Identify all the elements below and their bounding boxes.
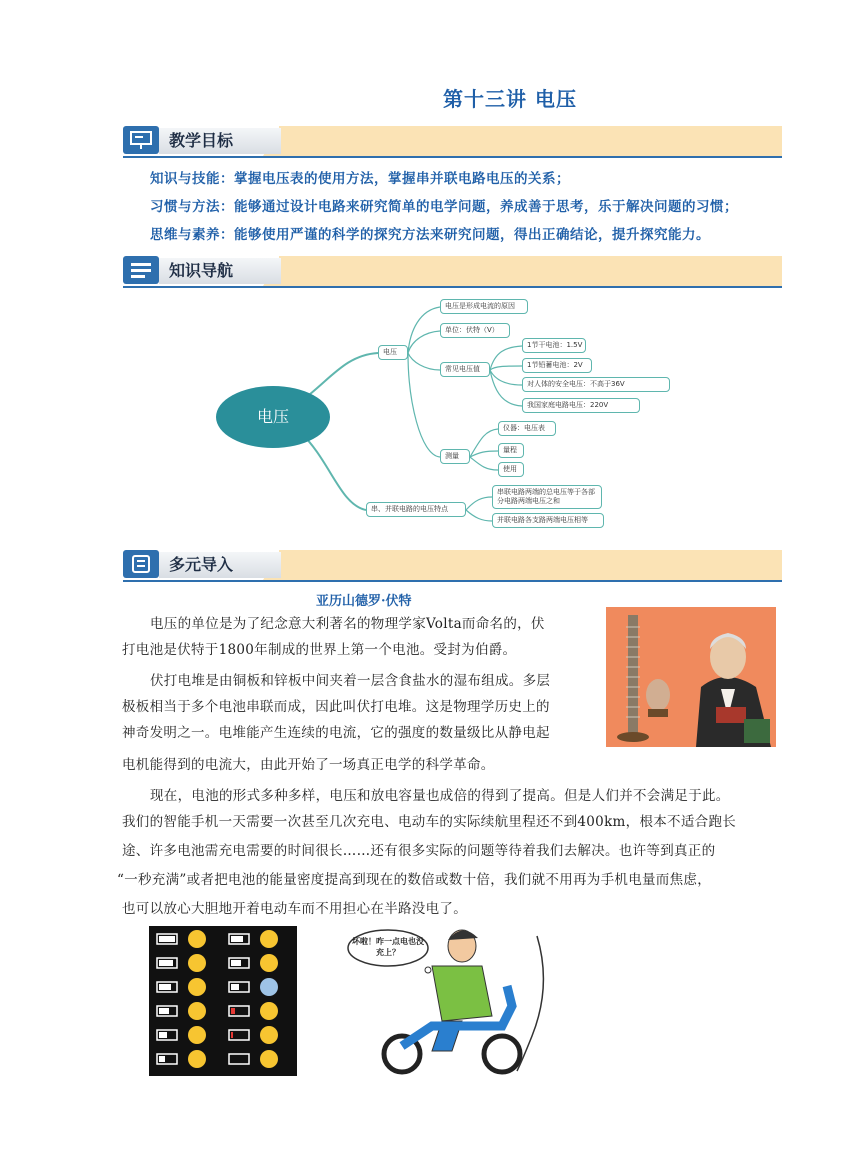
- goal-habit: 习惯与方法：能够通过设计电路来研究简单的电学问题，养成善于思考，乐于解决问题的习惯；: [150, 199, 738, 215]
- volta-portrait-image: [606, 607, 776, 747]
- scooter-cartoon-image: [332, 926, 572, 1076]
- goal-knowledge: 知识与技能：掌握电压表的使用方法，掌握串并联电路电压的关系；: [150, 171, 570, 187]
- book-icon: [123, 550, 159, 578]
- paragraph-line: 伏打电堆是由铜板和锌板中间夹着一层含食盐水的湿布组成。多层: [150, 673, 551, 689]
- mindmap-node: 单位：伏特（V）: [440, 323, 510, 338]
- mindmap-leaf: 串联电路两端的总电压等于各部分电路两端电压之和: [492, 485, 602, 509]
- paragraph-line: 打电池是伏特于1800年制成的世界上第一个电池。受封为伯爵。: [122, 642, 517, 658]
- mindmap-leaf: 使用: [498, 462, 524, 477]
- section-heading: 知识导航: [159, 258, 281, 284]
- paragraph-line: 也可以放心大胆地开着电动车而不用担心在半路没电了。: [122, 901, 467, 917]
- mindmap-branch-voltage: 电压: [378, 345, 408, 360]
- paragraph-line: 我们的智能手机一天需要一次甚至几次充电、电动车的实际续航里程还不到400km，根本不适合跑长: [122, 814, 737, 830]
- speech-bubble-text: 坏啦！咋一点电也没充上？: [352, 937, 424, 957]
- mindmap-branch-series-parallel: 串、并联电路的电压特点: [366, 502, 466, 517]
- paragraph-line: “一秒充满”或者把电池的能量密度提高到现在的数倍或数十倍，我们就不用再为手机电量而焦虑，: [117, 872, 712, 888]
- section-heading: 多元导入: [159, 552, 281, 578]
- section-heading: 教学目标: [159, 128, 281, 154]
- paragraph-line: 电机能得到的电流大，由此开始了一场真正电学的科学革命。: [122, 757, 495, 773]
- intro-subtitle: 亚历山德罗·伏特: [316, 594, 412, 609]
- mindmap-leaf: 我国家庭电路电压：220V: [522, 398, 640, 413]
- paragraph-line: 极板相当于多个电池串联而成，因此叫伏打电堆。这是物理学历史上的: [122, 699, 550, 715]
- mindmap-leaf: 1节铅蓄电池：2V: [522, 358, 592, 373]
- goal-thinking: 思维与素养：能够使用严谨的科学的探究方法来研究问题，得出正确结论，提升探究能力。: [150, 227, 710, 243]
- paragraph-line: 电压的单位是为了纪念意大利著名的物理学家Volta而命名的，伏: [150, 616, 545, 632]
- mindmap-node: 测量: [440, 449, 470, 464]
- paragraph-line: 神奇发明之一。电堆能产生连续的电流，它的强度的数量级比从静电起: [122, 725, 550, 741]
- mindmap-leaf: 对人体的安全电压：不高于36V: [522, 377, 670, 392]
- battery-emoji-image: [149, 926, 297, 1076]
- mindmap-node: 常见电压值: [440, 362, 490, 377]
- paragraph-line: 途、许多电池需充电需要的时间很长……还有很多实际的问题等待着我们去解决。也许等到真正的: [122, 843, 716, 859]
- page-title: 第十三讲 电压: [443, 87, 577, 111]
- mindmap-leaf: 量程: [498, 443, 524, 458]
- mindmap-leaf: 并联电路各支路两端电压相等: [492, 513, 604, 528]
- section-banner-intro: [123, 550, 782, 582]
- mindmap-center: 电压: [216, 386, 330, 448]
- mindmap-leaf: 1节干电池：1.5V: [522, 338, 586, 353]
- paragraph-line: 现在，电池的形式多种多样，电压和放电容量也成倍的得到了提高。但是人们并不会满足于此。: [150, 788, 730, 804]
- mindmap-leaf: 仪器：电压表: [498, 421, 556, 436]
- mindmap-node: 电压是形成电流的原因: [440, 299, 528, 314]
